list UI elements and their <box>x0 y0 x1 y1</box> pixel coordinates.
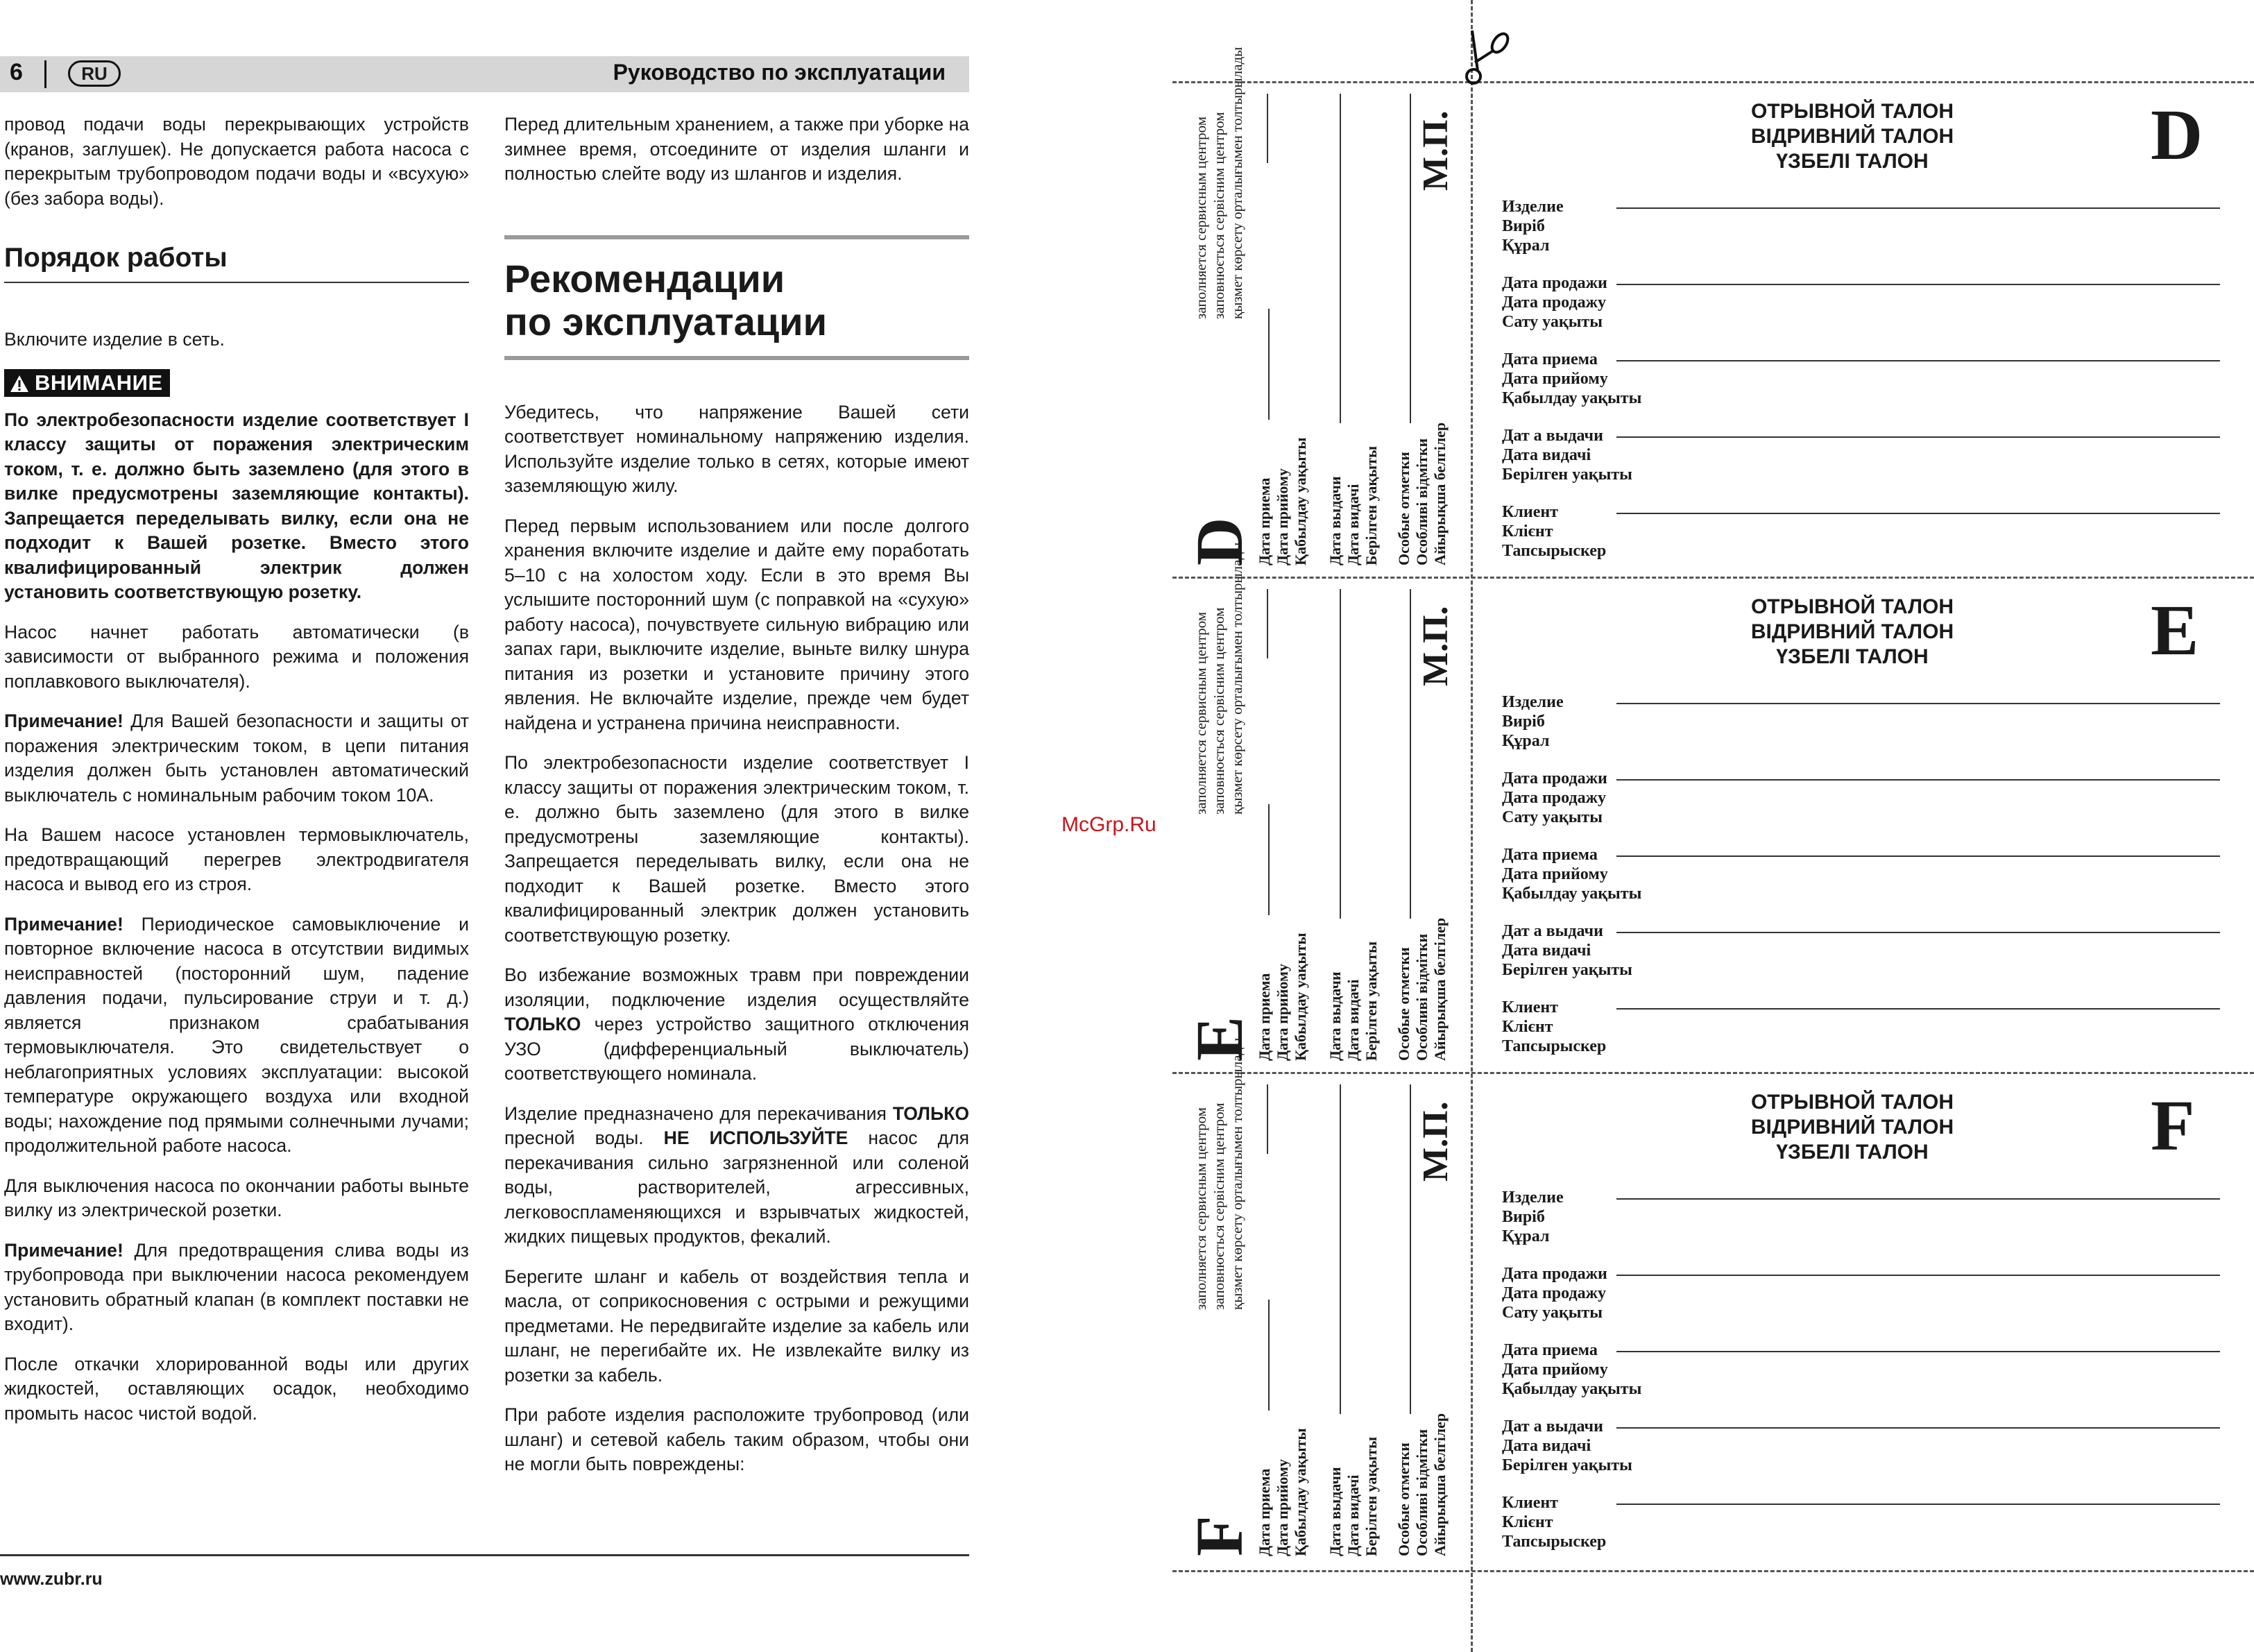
note-paragraph-2: Примечание! Периодическое самовыключение и повторное включение насоса в отсутствии видимых неисправностей (посторонний шум, падение давления подачи, пульсирование струи и т. д.) является признаком срабатывания термовыключателя. Это свидетельствует о неблагоприятных условиях эксплуатации: высокой температуре окружающего воздуха или входной воды; нахождение под прямыми солнечными лучами; продолжительной работе насоса. <box>4 913 469 1156</box>
stub-receive-label: Дата приема Дата прийому Қабылдау уақыты <box>1256 933 1309 1061</box>
stub-receive-label: Дата приема Дата прийому Қабылдау уақыты <box>1256 437 1309 565</box>
stub-line <box>1340 589 1341 919</box>
issue-date-field-line[interactable] <box>1616 436 2220 438</box>
stub-line <box>1340 1084 1341 1414</box>
client-field-line[interactable] <box>1616 1008 2220 1010</box>
first-use-paragraph: Перед первым использованием или после долгого хранения включите изделие и дайте ему поработать 5–10 с на холостом ходу. Если в это время Вы услышите посторонний шум (с поправкой на «сухую» работу насоса), почувствуете сильную вибрацию или запах гари, выключите изделие, выньте вилку шнура питания из розетки и установите причину этого явления. Не включайте изделие, прежде чем будет найдена и устранена причина неисправности. <box>504 515 969 733</box>
stub-line <box>1410 589 1411 919</box>
stub-service-text: заполняется сервисным центром заповнюється сервісним центром қызмет көрсету орталығымен толтырылады <box>1193 542 1245 815</box>
section-heading-recommendations: Рекомендации по эксплуатации <box>504 256 828 343</box>
cut-line <box>1172 577 2254 579</box>
stub-service-text: заполняется сервисным центром заповнюється сервісним центром қызмет көрсету орталығымен толтырылады <box>1193 46 1245 319</box>
issue-date-field-label: Дат а выдачи Дата видачі Берілген уақыты <box>1502 922 1632 979</box>
receive-date-field-line[interactable] <box>1616 360 2220 361</box>
issue-date-field-line[interactable] <box>1616 1427 2220 1429</box>
client-field-label: Клиент Клієнт Тапсырыскер <box>1502 503 1607 560</box>
warning-badge <box>4 369 170 397</box>
watermark: McGrp.Ru <box>1061 813 1156 836</box>
product-field-label: Изделие Виріб Құрал <box>1502 693 1564 750</box>
stub-line <box>1267 1084 1268 1154</box>
warning-icon <box>10 375 29 393</box>
stub-line <box>1268 309 1270 420</box>
heading-bottom-rule <box>504 356 969 360</box>
language-badge: RU <box>68 60 121 87</box>
cut-line <box>1172 1570 2254 1572</box>
stub-receive-label: Дата приема Дата прийому Қабылдау уақыты <box>1256 1428 1309 1556</box>
left-column <box>4 112 469 1441</box>
client-field-line[interactable] <box>1616 513 2220 514</box>
footer-url[interactable]: www.zubr.ru <box>0 1569 103 1589</box>
voltage-paragraph: Убедитесь, что напряжение Вашей сети соответствует номинальному напряжению изделия. Используйте изделие только в сетях, которые имеют заземляющую жилу. <box>504 401 969 496</box>
right-column <box>504 112 969 1492</box>
intro-paragraph: провод подачи воды перекрывающих устройств (кранов, заглушек). Не допускается работа насоса с перекрытым трубопроводом подачи воды и «всухую» (без забора воды). <box>4 114 469 209</box>
sale-date-field-label: Дата продажи Дата продажу Сату уақыты <box>1502 1265 1607 1322</box>
section-heading-operation: Порядок работы <box>4 243 228 273</box>
coupon-letter: F <box>2151 1086 2195 1166</box>
hose-paragraph: Берегите шланг и кабель от воздействия тепла и масла, от соприкосновения с острыми и режущими предметами. Не передвигайте изделие за кабель или шланг, не перегибайте их. Не извлекайте вилку из розетки за кабель. <box>504 1266 969 1386</box>
note-paragraph-1: Примечание! Для Вашей безопасности и защиты от поражения электрическим током, в цепи питания изделия должен быть установлен автоматический выключатель с номинальным рабочим током 10А. <box>4 710 469 806</box>
page-header <box>0 56 969 92</box>
client-field-line[interactable] <box>1616 1504 2220 1505</box>
sale-date-field-line[interactable] <box>1616 779 2220 781</box>
scissors-icon <box>1461 26 1515 87</box>
stub-issue-label: Дата выдачи Дата видачі Берілген уақыты <box>1326 941 1380 1061</box>
thermo-paragraph: На Вашем насосе установлен термовыключатель, предотвращающий перегрев электродвигателя насоса и вывод его из строя. <box>4 824 469 894</box>
issue-date-field-line[interactable] <box>1616 932 2220 933</box>
stamp-placeholder: М.П. <box>1416 110 1455 191</box>
stub-letter: E <box>1182 1016 1256 1061</box>
receive-date-field-label: Дата приема Дата прийому Қабылдау уақыты <box>1502 1341 1642 1398</box>
product-field-line[interactable] <box>1616 207 2220 209</box>
note-label: Примечание! <box>4 710 123 731</box>
coupon-letter: D <box>2151 95 2203 175</box>
heading-rule <box>4 282 469 283</box>
warning-text: По электробезопасности изделие соответствует I классу защиты от поражения электрическим током, т. е. должно быть заземлено (для этого в вилке предусмотрены заземляющие контакты). Запрещается переделывать вилку, если она не подходит к Вашей розетке. Вместо этого квалифицированный электрик должен установить соответствующую розетку. <box>4 409 469 602</box>
sale-date-field-line[interactable] <box>1616 284 2220 285</box>
warning-label: ВНИМАНИЕ <box>35 370 163 395</box>
product-field-line[interactable] <box>1616 1198 2220 1200</box>
stub-line <box>1268 804 1270 915</box>
stamp-placeholder: М.П. <box>1416 1101 1455 1182</box>
stamp-placeholder: М.П. <box>1416 606 1455 686</box>
receive-date-field-label: Дата приема Дата прийому Қабылдау уақыты <box>1502 350 1642 407</box>
coupon-title: ОТРЫВНОЙ ТАЛОН ВІДРИВНИЙ ТАЛОН ҮЗБЕЛІ ТАЛОН <box>1750 595 1954 668</box>
note-label: Примечание! <box>4 913 123 935</box>
coupon-letter: E <box>2151 590 2199 670</box>
receive-date-field-line[interactable] <box>1616 1351 2220 1352</box>
sale-date-field-line[interactable] <box>1616 1275 2220 1276</box>
stub-line <box>1268 1300 1270 1411</box>
sale-date-field-label: Дата продажи Дата продажу Сату уақыты <box>1502 769 1607 826</box>
chlorine-paragraph: После откачки хлорированной воды или других жидкостей, оставляющих осадок, необходимо промыть насос чистой водой. <box>4 1353 469 1424</box>
receive-date-field-line[interactable] <box>1616 855 2220 857</box>
product-field-line[interactable] <box>1616 703 2220 704</box>
stub-line <box>1410 94 1411 423</box>
switch-on-paragraph: Включите изделие в сеть. <box>4 329 225 350</box>
coupon-title: ОТРЫВНОЙ ТАЛОН ВІДРИВНИЙ ТАЛОН ҮЗБЕЛІ ТАЛОН <box>1750 100 1954 173</box>
stub-letter: D <box>1182 517 1256 565</box>
issue-date-field-label: Дат а выдачи Дата видачі Берілген уақыты <box>1502 1417 1632 1474</box>
issue-date-field-label: Дат а выдачи Дата видачі Берілген уақыты <box>1502 427 1632 484</box>
product-field-label: Изделие Виріб Құрал <box>1502 198 1564 255</box>
client-field-label: Клиент Клієнт Тапсырыскер <box>1502 998 1607 1055</box>
header-title: Руководство по эксплуатации <box>613 60 946 85</box>
class-paragraph: По электробезопасности изделие соответствует I классу защиты от поражения электрическим током, т. е. должно быть заземлено (для этого в вилке предусмотрены заземляющие контакты). Запрещается переделывать вилку, если она не подходит к Вашей розетке. Вместо этого квалифицированный электрик должен установить соответствующую розетку. <box>504 752 969 946</box>
cut-line <box>1172 1072 2254 1074</box>
stub-line <box>1410 1084 1411 1414</box>
stub-line <box>1267 94 1268 163</box>
client-field-label: Клиент Клієнт Тапсырыскер <box>1502 1494 1607 1551</box>
header-separator <box>44 60 46 88</box>
placement-paragraph: При работе изделия расположите трубопровод (или шланг) и сетевой кабель таким образом, чтобы они не могли быть повреждены: <box>504 1404 969 1474</box>
stub-issue-label: Дата выдачи Дата видачі Берілген уақыты <box>1326 445 1380 565</box>
page-number: 6 <box>10 59 23 85</box>
footer-rule <box>0 1554 969 1556</box>
purpose-paragraph: Изделие предназначено для перекачивания ТОЛЬКО пресной воды. НЕ ИСПОЛЬЗУЙТЕ насос для перекачивания сильно загрязненной или соленой воды, растворителей, агрессивных, легковоспламеняющихся и взрывчатых жидкостей, жидких пищевых продуктов, фекалий. <box>504 1102 970 1247</box>
note-paragraph-3: Примечание! Для предотвращения слива воды из трубопровода при выключении насоса рекомендуем установить обратный клапан (в комплект поставки не входит). <box>4 1239 469 1334</box>
receive-date-field-label: Дата приема Дата прийому Қабылдау уақыты <box>1502 846 1642 903</box>
coupon-title: ОТРЫВНОЙ ТАЛОН ВІДРИВНИЙ ТАЛОН ҮЗБЕЛІ ТАЛОН <box>1750 1091 1954 1164</box>
stub-issue-label: Дата выдачи Дата видачі Берілген уақыты <box>1326 1436 1380 1556</box>
uzo-paragraph: Во избежание возможных травм при повреждении изоляции, подключение изделия осуществляйте ТОЛЬКО через устройство защитного отключения УЗО (дифференциальный выключатель) соответствующего номинала. <box>504 964 969 1084</box>
sale-date-field-label: Дата продажи Дата продажу Сату уақыты <box>1502 274 1607 331</box>
stub-line <box>1267 589 1268 658</box>
stub-letter: F <box>1182 1515 1256 1556</box>
switch-off-paragraph: Для выключения насоса по окончании работы выньте вилку из электрической розетки. <box>4 1175 469 1220</box>
stub-notes-label: Особые отметки Особливі відмітки Айырықша белгілер <box>1395 1413 1449 1556</box>
stub-notes-label: Особые отметки Особливі відмітки Айырықша белгілер <box>1395 422 1449 565</box>
note-label: Примечание! <box>4 1239 123 1261</box>
product-field-label: Изделие Виріб Құрал <box>1502 1189 1564 1245</box>
cut-line <box>1172 81 2254 83</box>
storage-paragraph: Перед длительным хранением, а также при уборке на зимнее время, отсоедините от изделия шланги и полностью слейте воду из шлангов и изделия. <box>504 114 969 184</box>
stub-notes-label: Особые отметки Особливі відмітки Айырықша белгілер <box>1395 917 1449 1061</box>
auto-start-paragraph: Насос начнет работать автоматически (в зависимости от выбранного режима и положения поплавкового выключателя). <box>4 621 469 692</box>
vertical-cut-line <box>1471 0 1473 1652</box>
stub-service-text: заполняется сервисным центром заповнюється сервісним центром қызмет көрсету орталығымен толтырылады <box>1193 1037 1245 1310</box>
heading-top-rule <box>504 235 969 239</box>
stub-line <box>1340 94 1341 423</box>
